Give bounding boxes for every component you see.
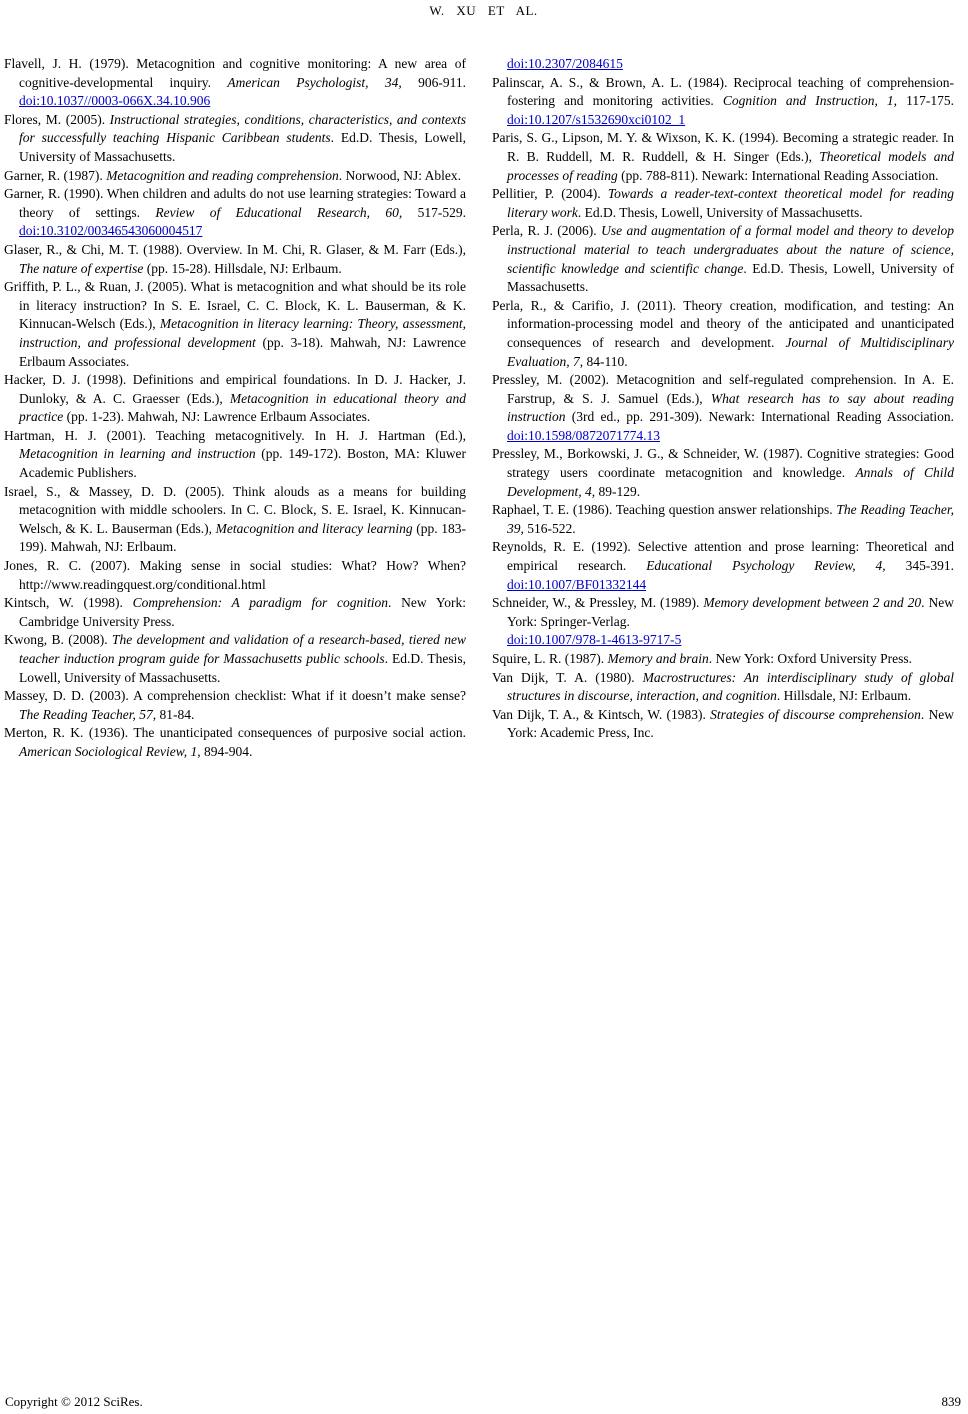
- reference-italic-text: Use and augmentation of a formal model and theory to develop instructional material to teach undergraduates about the nature of science, scientific knowledge and scientific change: [507, 223, 954, 276]
- reference-italic-text: What research has to say about reading instruction: [507, 390, 955, 425]
- reference-entry: [492, 445, 954, 501]
- reference-text: Israel, S., & Massey, D. D. (2005). Think alouds as a means for building metacognition with middle schoolers. In C. C. Block, S. E. Israel, K. Kinnucan-Welsch, & K. L. Bauserman (Eds.),: [4, 483, 466, 536]
- reference-text: 84-110.: [583, 353, 628, 369]
- reference-text: . New York: Oxford University Press.: [708, 651, 912, 666]
- reference-text: (pp. 149-172). Boston, MA: Kluwer Academic Publishers.: [19, 446, 466, 481]
- reference-entry: [4, 167, 466, 186]
- reference-italic-text: American Sociological Review, 1,: [19, 743, 201, 759]
- reference-text: . Ed.D. Thesis, Lowell, University of Massachusetts.: [577, 204, 863, 220]
- reference-italic-text: Review of Educational Research, 60,: [155, 204, 403, 220]
- doi-link[interactable]: doi:10.1207/s1532690xci0102_1: [507, 111, 686, 127]
- reference-italic-text: Annals of Child Development, 4,: [507, 465, 954, 499]
- reference-text: 345-391.: [885, 558, 954, 574]
- reference-text: (pp. 788-811). Newark: International Reading Association.: [617, 167, 939, 183]
- reference-entry: [492, 55, 954, 74]
- reference-entry: [492, 222, 954, 296]
- reference-text: Palinscar, A. S., & Brown, A. L. (1984). Reciprocal teaching of comprehension-fostering and monitoring activities.: [492, 74, 954, 109]
- reference-entry: [4, 185, 466, 241]
- reference-text: Reynolds, R. E. (1992). Selective attention and prose learning: Theoretical and empirical research.: [492, 539, 954, 574]
- reference-text: (pp. 183-199). Mahwah, NJ: Erlbaum.: [19, 520, 466, 555]
- reference-entry: [492, 129, 954, 185]
- reference-entry: [4, 55, 466, 111]
- reference-entry: [4, 427, 466, 483]
- reference-text: . Hillsdale, NJ: Erlbaum.: [776, 688, 912, 704]
- reference-text: 81-84.: [156, 706, 195, 722]
- doi-link[interactable]: doi:10.1598/0872071774.13: [507, 427, 661, 443]
- page-footer: [5, 1394, 961, 1410]
- reference-text: . New York: Cambridge University Press.: [19, 595, 466, 629]
- reference-entry: [492, 594, 954, 650]
- reference-entry: [4, 371, 466, 427]
- reference-text: . Ed.D. Thesis, Lowell, University of Massachusetts.: [19, 130, 466, 164]
- reference-text: Perla, R., & Carifio, J. (2011). Theory creation, modification, and testing: An information-processing model and theory of the anticipated and unanticipated consequences of research and development.: [492, 297, 954, 350]
- reference-italic-text: Metacognition in learning and instruction: [19, 446, 256, 462]
- reference-italic-text: Metacognition and literacy learning: [215, 520, 413, 536]
- reference-text: Perla, R. J. (2006).: [492, 223, 602, 239]
- doi-link[interactable]: doi:10.1007/978-1-4613-9717-5: [507, 632, 682, 648]
- reference-text: Van Dijk, T. A., & Kintsch, W. (1983).: [492, 706, 711, 722]
- reference-entry: [492, 185, 954, 222]
- reference-entry: [492, 371, 954, 445]
- reference-text: Griffith, P. L., & Ruan, J. (2005). What is metacognition and what should be its role in literacy instruction? In S. E. Israel, C. C. Block, K. L. Bauserman, & K. Kinnucan-Welsch (Eds.),: [4, 279, 466, 332]
- reference-italic-text: The development and validation of a research-based, tiered new teacher induction program guide for Massachusetts public schools: [19, 632, 466, 666]
- reference-italic-text: Cognition and Instruction, 1,: [722, 93, 898, 109]
- reference-italic-text: Memory development between 2 and 20: [703, 595, 922, 611]
- reference-italic-text: Metacognition in educational theory and practice: [19, 390, 466, 425]
- reference-text: Pressley, M., Borkowski, J. G., & Schneider, W. (1987). Cognitive strategies: Good strategy users coordinate metacognition and knowledge.: [492, 446, 954, 481]
- reference-text: 89-129.: [595, 483, 641, 499]
- references-column-right: [492, 55, 954, 762]
- reference-text: . New York: Springer-Verlag.: [507, 595, 954, 629]
- reference-entry: [4, 724, 466, 761]
- reference-text: Kwong, B. (2008).: [4, 632, 112, 648]
- reference-text: Raphael, T. E. (1986). Teaching question answer relationships.: [492, 502, 837, 518]
- reference-italic-text: Theoretical models and processes of reading: [507, 148, 955, 183]
- reference-text: Merton, R. K. (1936). The unanticipated consequences of purposive social action.: [4, 725, 466, 741]
- reference-text: . Ed.D. Thesis, Lowell, University of Massachusetts.: [19, 651, 466, 685]
- reference-entry: [492, 538, 954, 594]
- reference-text: (pp. 1-23). Mahwah, NJ: Lawrence Erlbaum Associates.: [63, 409, 371, 425]
- doi-link[interactable]: doi:10.1037//0003-066X.34.10.906: [19, 93, 211, 109]
- reference-italic-text: The nature of expertise: [19, 260, 144, 276]
- reference-text: (pp. 3-18). Mahwah, NJ: Lawrence Erlbaum Associates.: [19, 334, 467, 369]
- reference-italic-text: Metacognition in literacy learning: Theory, assessment, instruction, and professional development: [19, 316, 466, 350]
- reference-text: . Ed.D. Thesis, Lowell, University of Massachusetts.: [507, 260, 954, 295]
- reference-entry: [4, 278, 466, 371]
- reference-text: 117-175.: [897, 93, 954, 109]
- reference-text: Pellitier, P. (2004).: [492, 186, 608, 202]
- reference-text: Kintsch, W. (1998).: [4, 595, 133, 611]
- reference-entry: [492, 297, 954, 371]
- reference-italic-text: The Reading Teacher, 57,: [19, 706, 157, 722]
- reference-entry: [492, 669, 954, 706]
- reference-text: Flavell, J. H. (1979). Metacognition and cognitive monitoring: A new area of cognitive-developmental inquiry.: [4, 56, 466, 90]
- reference-text: Paris, S. G., Lipson, M. Y. & Wixson, K. K. (1994). Becoming a strategic reader. In R. B. Ruddell, M. R. Ruddell, & H. Singer (Eds.),: [492, 130, 954, 164]
- reference-text: Schneider, W., & Pressley, M. (1989).: [492, 595, 704, 611]
- reference-entry: [4, 111, 466, 167]
- reference-text: Van Dijk, T. A. (1980).: [492, 669, 643, 685]
- reference-italic-text: Towards a reader-text-context theoretical model for reading literary work: [507, 186, 954, 220]
- reference-entry: [4, 631, 466, 687]
- reference-entry: [492, 650, 954, 669]
- copyright-notice: Copyright © 2012 SciRes.: [5, 1394, 143, 1409]
- running-head: W. XU ET AL.: [429, 3, 538, 18]
- reference-italic-text: Memory and brain: [607, 651, 709, 666]
- reference-entry: [492, 501, 954, 538]
- reference-text: . Norwood, NJ: Ablex.: [338, 167, 462, 183]
- reference-text: 906-911.: [401, 74, 466, 90]
- reference-text: Flores, M. (2005).: [4, 111, 110, 127]
- reference-text: 894-904.: [200, 743, 253, 759]
- reference-entry: [492, 74, 954, 130]
- reference-text: (3rd ed., pp. 291-309). Newark: International Reading Association.: [565, 409, 954, 425]
- reference-entry: [4, 241, 466, 278]
- reference-entry: [4, 594, 466, 631]
- references-columns: [4, 55, 963, 762]
- doi-link[interactable]: doi:10.1007/BF01332144: [507, 576, 647, 592]
- reference-text: . New York: Academic Press, Inc.: [507, 706, 954, 741]
- reference-text: 516-522.: [523, 520, 576, 536]
- reference-text: Garner, R. (1987).: [4, 167, 107, 183]
- reference-text: Hacker, D. J. (1998). Definitions and empirical foundations. In D. J. Hacker, J. Dunloky, & A. C. Graesser (Eds.),: [4, 372, 466, 406]
- reference-italic-text: Strategies of discourse comprehension: [710, 706, 921, 722]
- reference-text: 517-529.: [402, 204, 467, 220]
- references-column-left: [4, 55, 466, 762]
- reference-text: Massey, D. D. (2003). A comprehension checklist: What if it doesn’t make sense?: [4, 688, 466, 704]
- reference-italic-text: Metacognition and reading comprehension: [106, 167, 339, 183]
- reference-text: Glaser, R., & Chi, M. T. (1988). Overview. In M. Chi, R. Glaser, & M. Farr (Eds.),: [4, 241, 466, 257]
- reference-italic-text: Comprehension: A paradigm for cognition: [132, 595, 389, 611]
- page-number: 839: [941, 1394, 961, 1409]
- reference-text: Hartman, H. J. (2001). Teaching metacognitively. In H. J. Hartman (Ed.),: [4, 427, 466, 443]
- reference-italic-text: American Psychologist, 34,: [227, 74, 402, 90]
- doi-link[interactable]: doi:10.3102/00346543060004517: [19, 223, 203, 239]
- doi-link[interactable]: doi:10.2307/2084615: [507, 56, 623, 71]
- reference-entry: [492, 706, 954, 743]
- reference-entry: [4, 687, 466, 724]
- reference-italic-text: Educational Psychology Review, 4,: [646, 558, 886, 574]
- reference-entry: [4, 557, 466, 594]
- reference-italic-text: Macrostructures: An interdisciplinary study of global structures in discourse, interaction, and cognition: [507, 669, 954, 704]
- reference-italic-text: Instructional strategies, conditions, characteristics, and contexts for successfully teaching Hispanic Caribbean students: [19, 111, 466, 146]
- reference-text: Jones, R. C. (2007). Making sense in social studies: What? How? When? http://www.readingquest.org/conditional.html: [4, 558, 466, 592]
- reference-text: Squire, L. R. (1987).: [492, 651, 608, 666]
- reference-italic-text: Journal of Multidisciplinary Evaluation, 7,: [507, 334, 954, 369]
- reference-text: (pp. 15-28). Hillsdale, NJ: Erlbaum.: [143, 260, 342, 276]
- reference-italic-text: The Reading Teacher, 39,: [507, 502, 954, 536]
- reference-text: Garner, R. (1990). When children and adults do not use learning strategies: Toward a theory of settings.: [4, 186, 466, 220]
- reference-entry: [4, 483, 466, 557]
- reference-text: Pressley, M. (2002). Metacognition and self-regulated comprehension. In A. E. Farstrup, & S. J. Samuel (Eds.),: [492, 372, 954, 406]
